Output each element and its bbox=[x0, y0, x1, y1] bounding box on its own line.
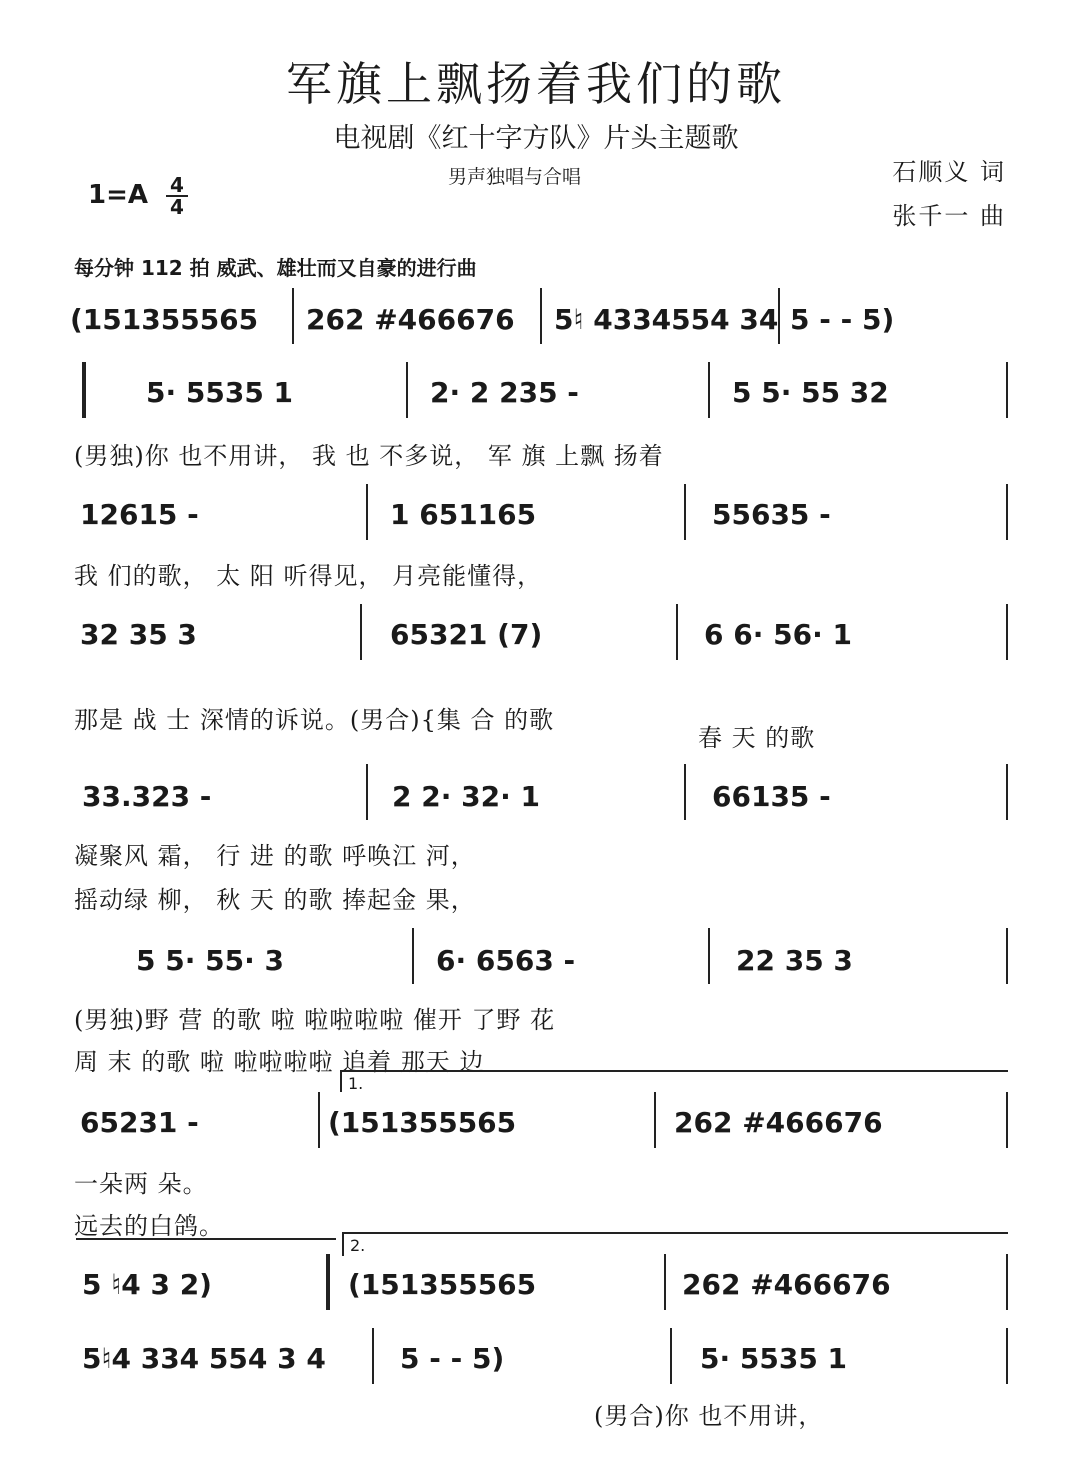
score-row-5 bbox=[0, 780, 1072, 820]
measure: 5♮4 334 554 3 4 bbox=[82, 1342, 326, 1375]
lyrics-line: (男独)你 也不用讲， 我 也 不多说， 军 旗 上飘 扬着 bbox=[74, 442, 664, 470]
measure: 32 35 3 bbox=[80, 618, 197, 651]
measure: 262 #466676 bbox=[306, 303, 515, 336]
tempo-marking: 每分钟 112 拍 威武、雄壮而又自豪的进行曲 bbox=[74, 256, 477, 280]
barline bbox=[778, 288, 780, 344]
barline bbox=[366, 764, 368, 820]
barline bbox=[664, 1254, 666, 1310]
barline bbox=[1006, 1254, 1008, 1310]
first-ending-bracket-line bbox=[76, 1238, 336, 1240]
measure: 6 6· 56· 1 bbox=[704, 618, 852, 651]
barline bbox=[670, 1328, 672, 1384]
lyrics-line: 摇动绿 柳， 秋 天 的歌 捧起金 果， bbox=[74, 886, 476, 914]
volta-1-label: 1. bbox=[348, 1074, 364, 1093]
volta-bracket-1 bbox=[340, 1070, 1008, 1072]
barline bbox=[1006, 362, 1008, 418]
key-signature: 1=A bbox=[88, 180, 148, 210]
barline bbox=[318, 1092, 320, 1148]
lyrics-line: 我 们的歌， 太 阳 听得见， 月亮能懂得， bbox=[74, 562, 543, 590]
volta-bracket-2 bbox=[342, 1232, 1008, 1234]
time-signature bbox=[166, 173, 188, 219]
barline bbox=[676, 604, 678, 660]
measure: 65321 (7) bbox=[390, 618, 543, 651]
song-title: 军旗上飘扬着我们的歌 bbox=[286, 57, 786, 111]
score-row-1 bbox=[0, 303, 1072, 343]
score-row-3 bbox=[0, 498, 1072, 538]
measure: (151355565 bbox=[348, 1268, 537, 1301]
barline bbox=[366, 484, 368, 540]
score-row-7 bbox=[0, 1106, 1072, 1146]
volta-bracket-1-hook bbox=[340, 1070, 342, 1092]
barline bbox=[1006, 604, 1008, 660]
lyrics-line: 远去的白鸽。 bbox=[74, 1212, 224, 1240]
barline bbox=[292, 288, 294, 344]
measure: 262 #466676 bbox=[674, 1106, 883, 1139]
measure: 5♮ 4334554 34 bbox=[554, 303, 779, 336]
measure: 55635 - bbox=[712, 498, 831, 531]
score-row-4 bbox=[0, 618, 1072, 658]
repeat-end-barline bbox=[326, 1254, 330, 1310]
lyrics-line: (男合)你 也不用讲， bbox=[594, 1402, 824, 1430]
lyrics-line: 周 末 的歌 啦 啦啦啦啦 追着 那天 边 bbox=[74, 1048, 485, 1076]
measure: 5 ♮4 3 2) bbox=[82, 1268, 212, 1301]
measure: 5· 5535 1 bbox=[700, 1342, 848, 1375]
measure: 5· 5535 1 bbox=[146, 376, 294, 409]
barline bbox=[412, 928, 414, 984]
barline bbox=[1006, 1092, 1008, 1148]
volta-2-label: 2. bbox=[350, 1236, 366, 1255]
measure: 22 35 3 bbox=[736, 944, 853, 977]
barline bbox=[372, 1328, 374, 1384]
barline bbox=[360, 604, 362, 660]
barline bbox=[684, 764, 686, 820]
measure: 66135 - bbox=[712, 780, 831, 813]
repeat-start-barline bbox=[82, 362, 86, 418]
measure: 5 5· 55· 3 bbox=[136, 944, 284, 977]
measure: 5 5· 55 32 bbox=[732, 376, 889, 409]
barline bbox=[1006, 484, 1008, 540]
composer-credit: 张千一 曲 bbox=[892, 202, 1006, 230]
song-subtitle: 电视剧《红十字方队》片头主题歌 bbox=[333, 123, 739, 154]
barline bbox=[684, 484, 686, 540]
score-row-2 bbox=[0, 376, 1072, 416]
measure: 1 651165 bbox=[390, 498, 537, 531]
barline bbox=[1006, 764, 1008, 820]
barline bbox=[708, 928, 710, 984]
measure: (151355565 bbox=[328, 1106, 517, 1139]
lyrics-line: 一朵两 朵。 bbox=[74, 1170, 208, 1198]
measure: 2· 2 235 - bbox=[430, 376, 579, 409]
barline bbox=[708, 362, 710, 418]
measure: (151355565 bbox=[70, 303, 259, 336]
lyricist-credit: 石顺义 词 bbox=[892, 158, 1006, 186]
measure: 65231 - bbox=[80, 1106, 199, 1139]
barline bbox=[654, 1092, 656, 1148]
score-row-9 bbox=[0, 1342, 1072, 1382]
measure: 5 - - 5) bbox=[400, 1342, 505, 1375]
lyrics-line: 凝聚风 霜， 行 进 的歌 呼唤江 河， bbox=[74, 842, 476, 870]
lyrics-line: 那是 战 士 深情的诉说。(男合){集 合 的歌 bbox=[74, 706, 555, 734]
volta-bracket-2-hook bbox=[342, 1232, 344, 1256]
measure: 2 2· 32· 1 bbox=[392, 780, 540, 813]
voice-arrangement: 男声独唱与合唱 bbox=[448, 166, 582, 188]
barline bbox=[1006, 1328, 1008, 1384]
lyrics-line-alt: 春 天 的歌 bbox=[698, 724, 816, 752]
measure: 6· 6563 - bbox=[436, 944, 576, 977]
lyrics-line: (男独)野 营 的歌 啦 啦啦啦啦 催开 了野 花 bbox=[74, 1006, 556, 1034]
measure: 33.323 - bbox=[82, 780, 212, 813]
barline bbox=[540, 288, 542, 344]
measure: 5 - - 5) bbox=[790, 303, 895, 336]
measure: 12615 - bbox=[80, 498, 199, 531]
barline bbox=[406, 362, 408, 418]
time-signature-top: 4 bbox=[170, 173, 184, 197]
measure: 262 #466676 bbox=[682, 1268, 891, 1301]
score-row-6 bbox=[0, 944, 1072, 984]
time-signature-bottom: 4 bbox=[170, 195, 184, 219]
score-row-8 bbox=[0, 1268, 1072, 1308]
barline bbox=[1006, 928, 1008, 984]
